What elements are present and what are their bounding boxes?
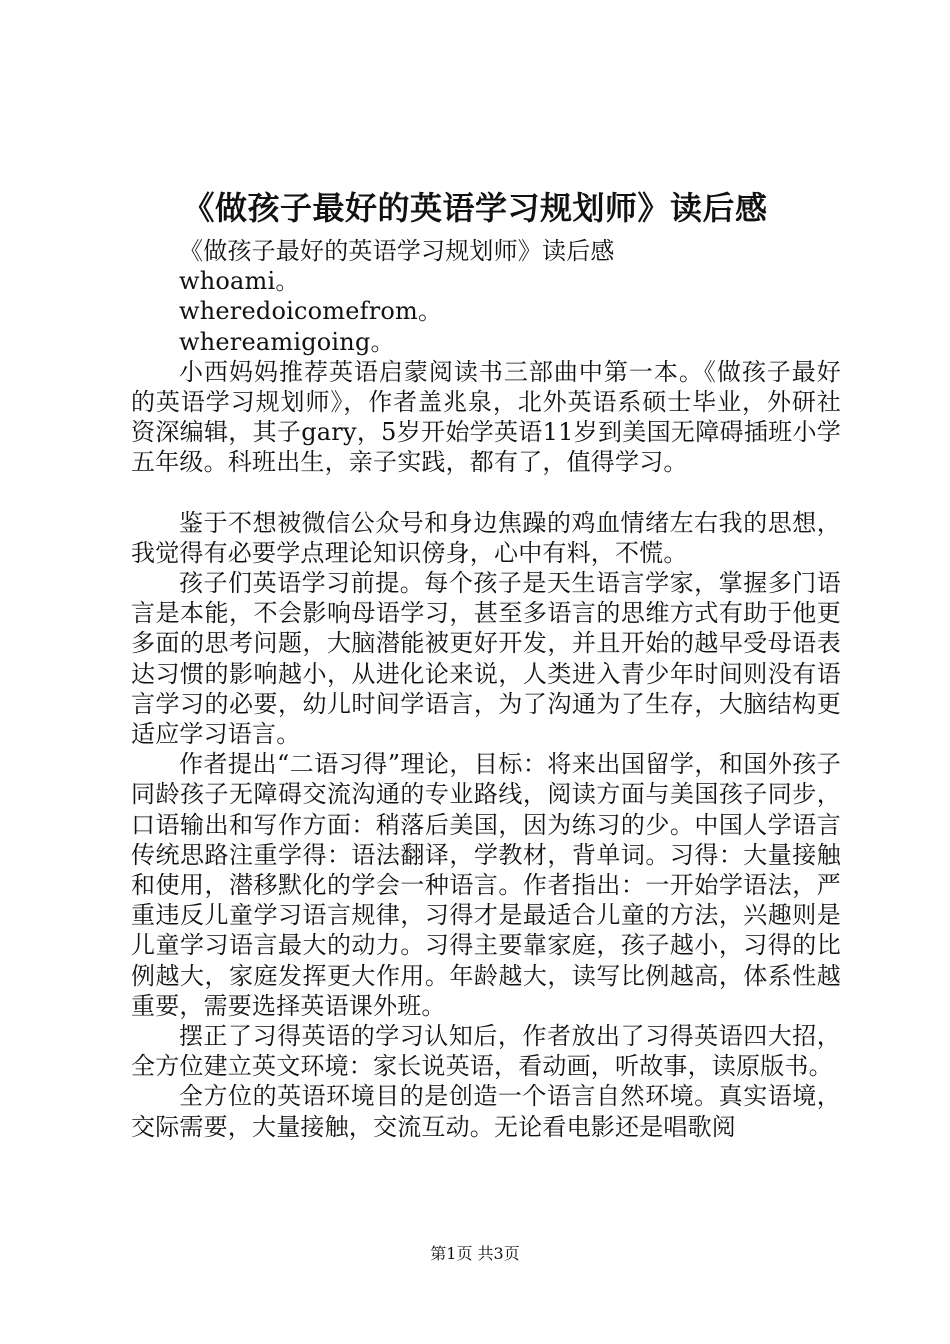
paragraph-where-from: wheredoicomefrom。 [179,297,443,326]
paragraph-acquisition-theory: 作者提出“二语习得”理论，目标：将来出国留学，和国外孩子同龄孩子无障碍交流沟通的专业路线，阅读方面与美国孩子同步，口语输出和写作方面：稍落后美国，因为练习的少。中国人学语言传统思路注重学得：语法翻译，学教材，背单词。习得：大量接触和使用，潜移默化的学会一种语言。作者指出：一开始学语法，严重违反儿童学习语言规律，习得才是最适合儿童的方法，兴趣则是儿童学习语言最大的动力。习得主要靠家庭，孩子越小，习得的比例越大，家庭发挥更大作用。年龄越大，读写比例越高，体系性越重要，需要选择英语课外班。 [131,750,841,1020]
document-body [131,236,841,1142]
paragraph-premise: 孩子们英语学习前提。每个孩子是天生语言学家，掌握多门语言是本能，不会影响母语学习，甚至多语言的思维方式有助于他更多面的思考问题，大脑潜能被更好开发，并且开始的越早受母语表达习惯的影响越小，从进化论来说，人类进入青少年时间则没有语言学习的必要，幼儿时间学语言，为了沟通为了生存，大脑结构更适应学习语言。 [131,569,841,749]
paragraph-four-methods: 摆正了习得英语的学习认知后，作者放出了习得英语四大招，全方位建立英文环境：家长说英语，看动画，听故事，读原版书。 [131,1022,841,1081]
paragraph-who-am-i: whoami。 [179,267,300,296]
document-title: 《做孩子最好的英语学习规划师》读后感 [182,189,768,227]
paragraph-intro: 小西妈妈推荐英语启蒙阅读书三部曲中第一本。《做孩子最好的英语学习规划师》，作者盖兆泉，北外英语系硕士毕业，外研社资深编辑，其子gary，5岁开始学英语11岁到美国无障碍插班小学五年级。科班出生，亲子实践，都有了，值得学习。 [131,357,841,477]
paragraph-where-going: whereamigoing。 [179,327,395,356]
paragraph-environment: 全方位的英语环境目的是创造一个语言自然环境。真实语境，交际需要，大量接触，交流互动。无论看电影还是唱歌阅 [131,1082,841,1141]
paragraph-motivation: 鉴于不想被微信公众号和身边焦躁的鸡血情绪左右我的思想，我觉得有必要学点理论知识傍身，心中有料，不慌。 [131,508,841,567]
page-footer: 第1页 共3页 [430,1244,520,1263]
paragraph-subtitle: 《做孩子最好的英语学习规划师》读后感 [179,237,615,265]
